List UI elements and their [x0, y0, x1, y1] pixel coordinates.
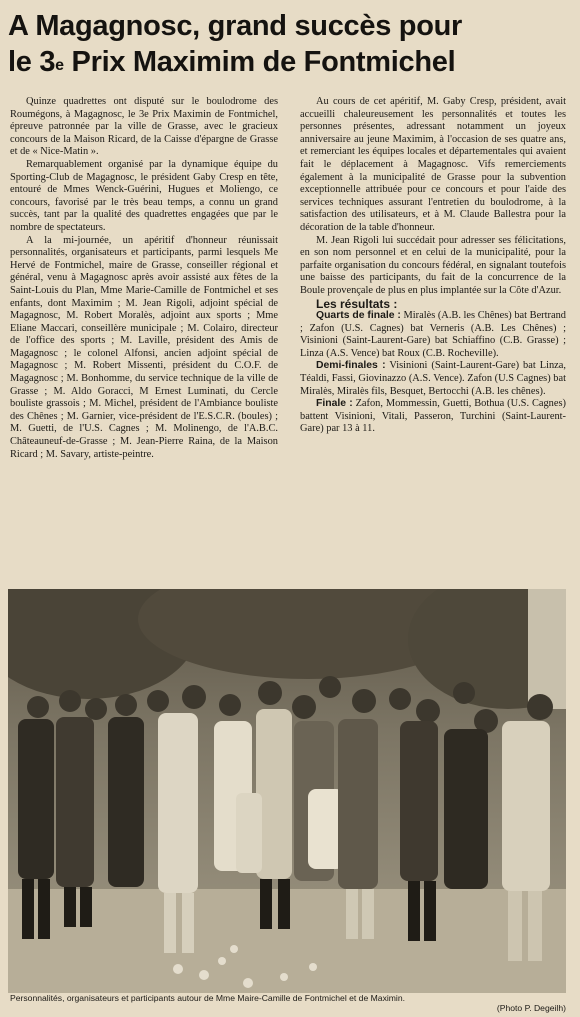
headline-line-2-end: Prix Maximim de Fontmichel — [63, 46, 456, 78]
headline-line-1: A Magagnosc, grand succès pour — [8, 10, 463, 42]
results-quarter-finals — [300, 310, 566, 360]
quarter-finals-label: Quarts de finale : — [316, 310, 401, 322]
quarter-finals-text: Miralès (A.B. les Chênes) bat Bertrand ; Zafon (U.S. Cagnes) bat Verneris (A.B. Les Chênes) ; Visinioni (Saint-Laurent-Gare) bat Schiaffino (C.B. Grasse) ; Linza (A.S. Vence) bat Roux (C.B. Rocheville). — [300, 310, 566, 359]
left-column — [10, 96, 278, 461]
semi-finals-label: Demi-finales : — [316, 360, 386, 372]
headline-line-2 — [8, 44, 574, 80]
paragraph-organisation: Remarquablement organisé par la dynamique équipe du Sporting-Club de Magagnosc, le président Gaby Cresp en tête, entouré de Mmes Wenck-Guérini, Hugues et Moliengo, ce concours, favorisé par le très beau temps, a connu un grand succès, tant par la qualité des quadrettes engagées que par le nombre de spectateurs. — [10, 158, 278, 233]
article-headline — [8, 8, 574, 80]
final-text: Zafon, Mommessin, Guetti, Bothua (U.S. Cagnes) battent Visinioni, Vitali, Passeron, Turchini (Saint-Laurent-Gare) par 13 à 11. — [300, 398, 566, 435]
paragraph-rigoli-speech: M. Jean Rigoli lui succédait pour adresser ses félicitations, en son nom personnel et en celui de la municipalité, pour la parfaite organisation du concours fédéral, en signalant toutefois une baisse des participants, du fait de la concurrence de la Boule provençale de plus en plus implantée sur la Côte d'Azur. — [300, 234, 566, 296]
paragraph-aperitif: A la mi-journée, un apéritif d'honneur réunissait personnalités, organisateurs et participants, parmi lesquels Me Hervé de Fontmichel, maire de Grasse, conseiller régional et général, venu à Magagnosc après avoir assisté aux fêtes de la Saint-Louis du Plan, Mme Marie-Camille de Fontmichel et ses enfants, dont Maximim ; M. Jean Rigoli, adjoint spécial de Magagnosc, M. Robert Moralès, adjoint aux sports ; Mme Eliane Maccari, conseillère municipale ; M. Colairo, directeur de l'office des sports ; M. Laville, président des Amis de Magagnosc ; le colonel Alfonsi, ancien adjoint spécial de Magagnosc ; M. Robert Missenti, président du C.O.F. de Magagnosc ; M. Bonhomme, du service technique de la ville de Grasse ; M. Aldo Goracci, M Ernest Luminati, du Cercle bouliste grassois ; M. Michel, président de l'Ambiance bouliste des Chênes ; M. Garnier, vice-président de l'E.S.C.R. (boules) ; M. Guetti, de l'U.S. Cagnes ; M. Molinengo, de l'A.B.C. Châteauneuf-de-Grasse ; M. Jean-Pierre Raina, de la Maison Ricard ; M. Savary, artiste-peintre. — [10, 234, 278, 460]
semi-finals-text: Visinioni (Saint-Laurent-Gare) bat Linza, Téaldi, Fassi, Giovinazzo (A.S. Vence). Zafon (U.S Cagnes) bat Miralès, Miralès fils, Besquet, Bertocchi (A.B. les chênes). — [300, 360, 566, 397]
final-label: Finale : — [316, 398, 353, 410]
headline-line-2-start: le 3 — [8, 46, 56, 78]
caption-text: Personnalités, organisateurs et participants autour de Mme Maire-Camille de Fontmichel et de Maximin. — [10, 993, 406, 1003]
headline-ordinal-suffix: e — [55, 57, 64, 74]
group-photo-illustration — [8, 589, 566, 993]
paragraph-intro: Quinze quadrettes ont disputé sur le boulodrome des Roumégons, à Magagnosc, le 3e Prix Maximin de Fontmichel, épreuve patronnée par la ville de Grasse, avec le gracieux concours de la Maison Ricard, de la Caisse d'épargne de Grasse et de « Nice-Matin ». — [10, 96, 278, 158]
photo-caption — [10, 993, 566, 1013]
photo-credit: (Photo P. Degeilh) — [496, 1003, 566, 1013]
paragraph-president-speech: Au cours de cet apéritif, M. Gaby Cresp, président, avait accueilli chaleureusement les personnalités et toutes les personnes présentes, adressant notamment un joyeux anniversaire au jeune Maximim, à l'occasion de ses quatre ans, et remerciant les équipes locales et départementales qui avaient fait le déplacement à Magagnosc. Vifs remerciements également à la municipalité de Grasse pour la subvention exceptionnelle attribuée pour ce concours et pour l'aide des services techniques assurant l'entretien du boulodrome, à la satisfaction des utilisateurs, et à M. Claude Ballestra pour la décoration de la table d'honneur. — [300, 96, 566, 233]
results-final — [300, 398, 566, 436]
right-column — [300, 96, 566, 436]
results-heading: Les résultats : — [316, 296, 398, 311]
group-photo — [8, 589, 566, 993]
results-semi-finals — [300, 360, 566, 398]
